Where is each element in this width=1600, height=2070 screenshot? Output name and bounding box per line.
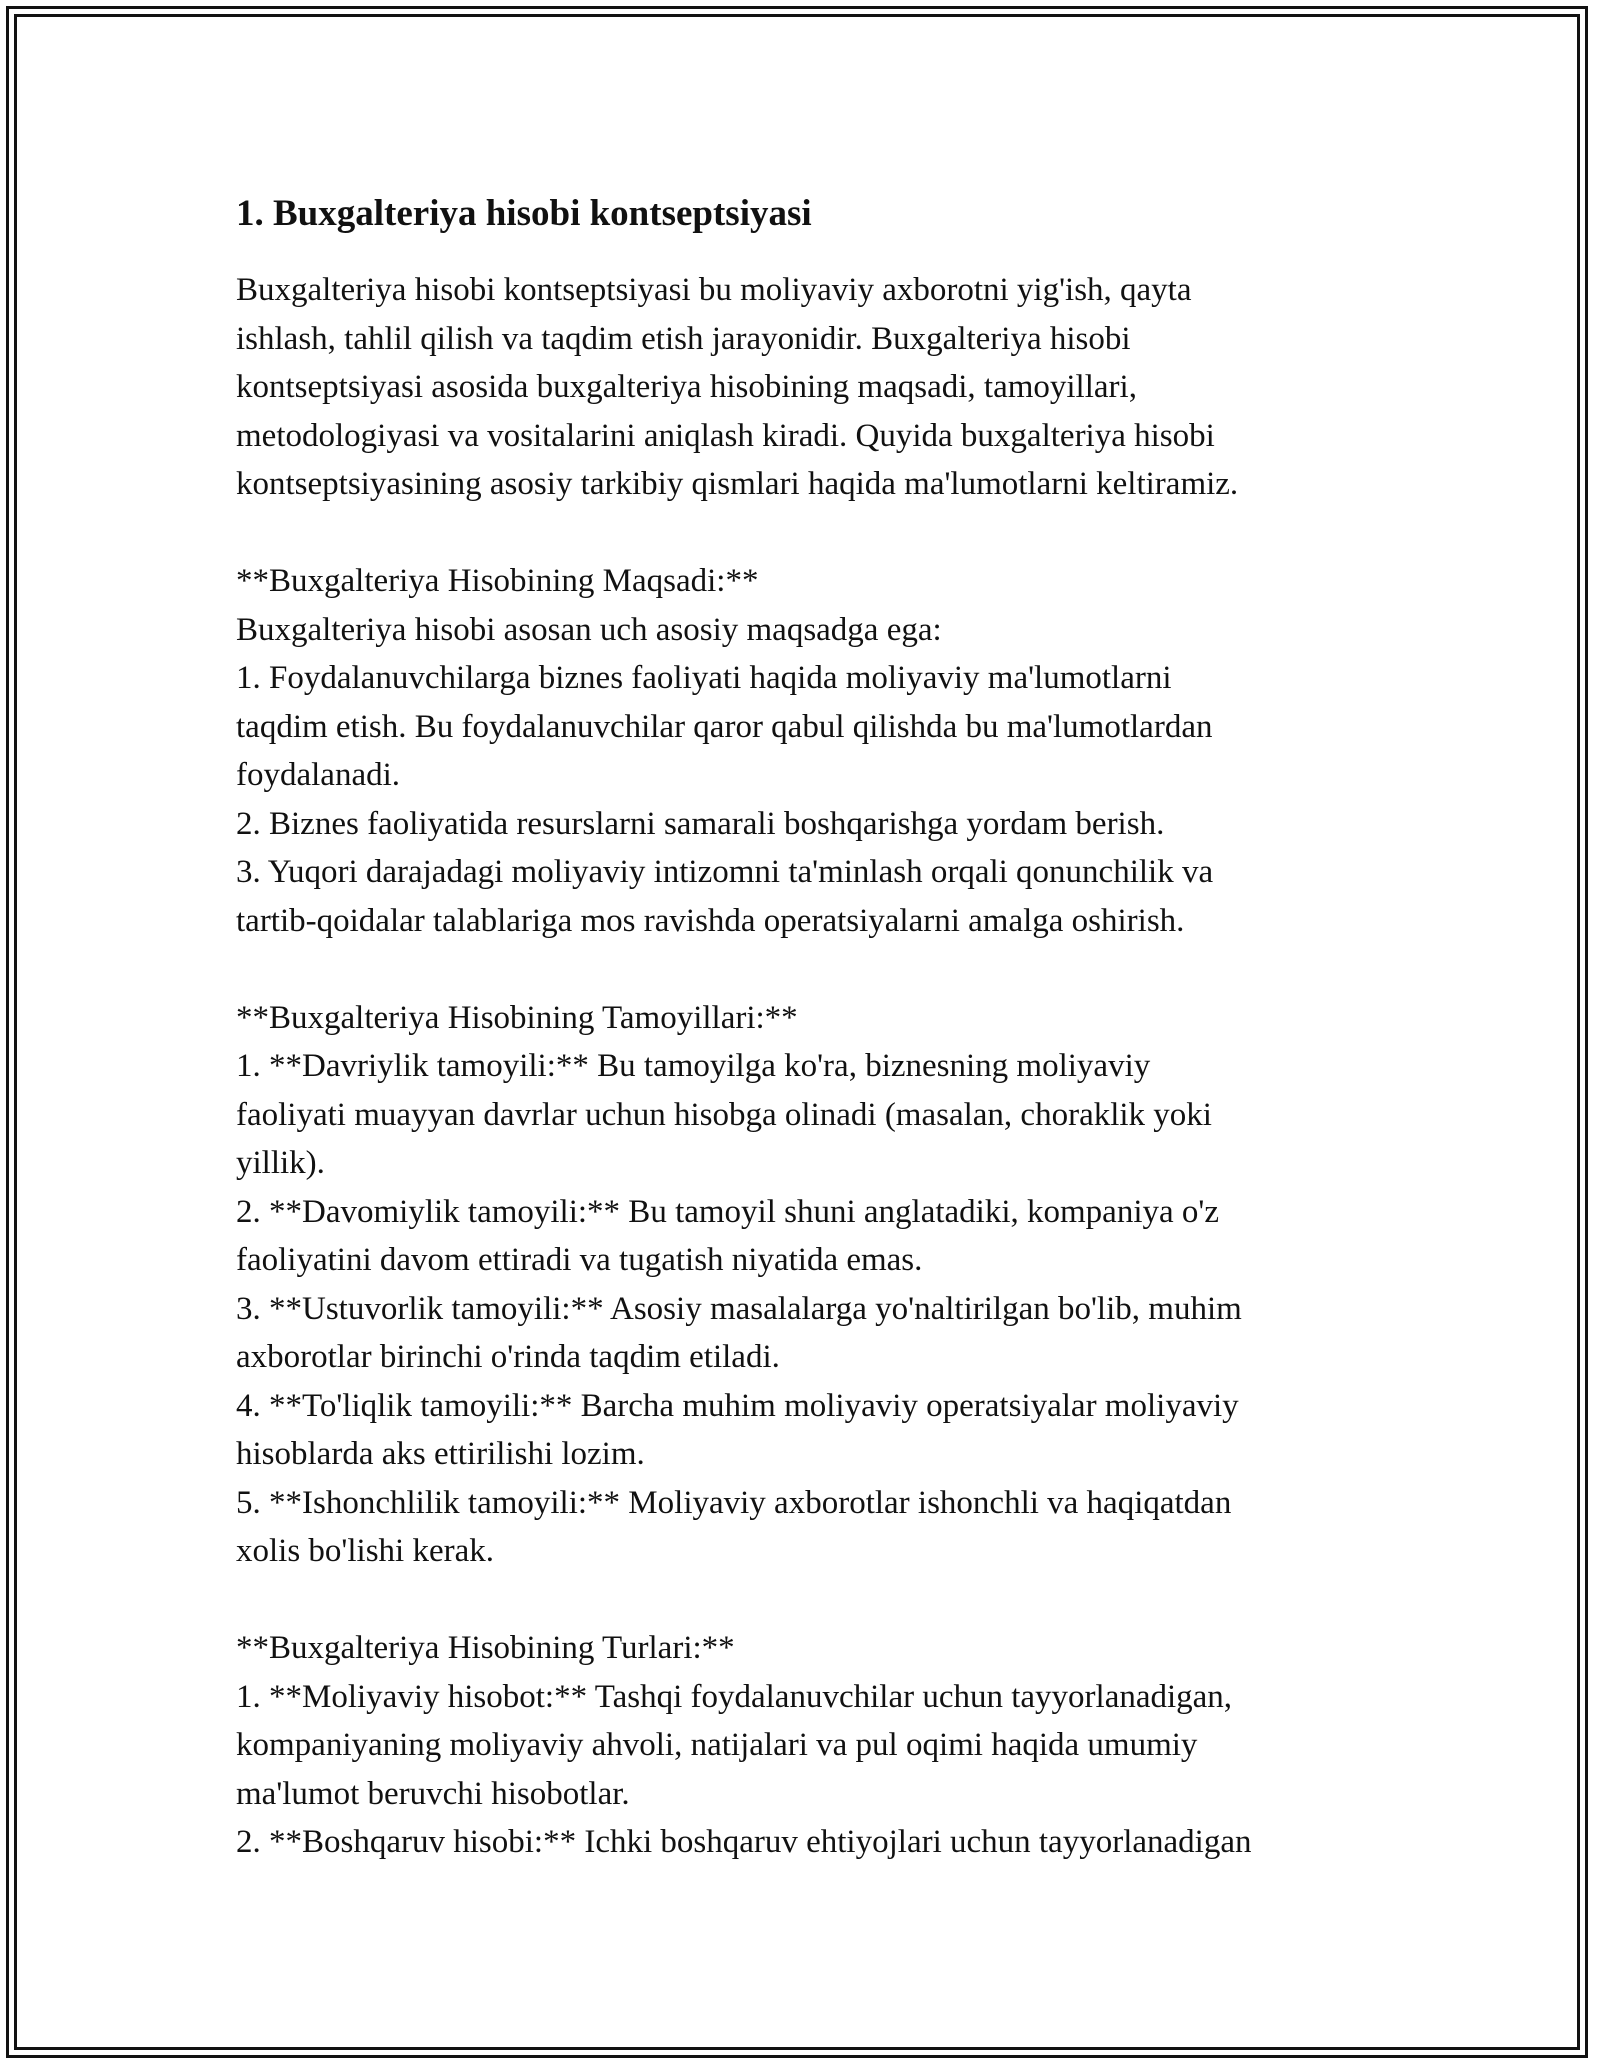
text-line: yillik). <box>236 1145 325 1181</box>
text-line: Buxgalteriya hisobi asosan uch asosiy maqsadga ega: <box>236 611 942 648</box>
text-line: kontseptsiyasining asosiy tarkibiy qismlari haqida ma'lumotlarni keltiramiz. <box>236 466 1239 502</box>
blank-line <box>236 509 1426 558</box>
text-line: ma'lumot beruvchi hisobotlar. <box>236 1775 630 1812</box>
blank-line <box>236 945 1426 994</box>
text-line: 2. **Boshqaruv hisobi:** Ichki boshqaruv ehtiyojlari uchun tayyorlanadigan <box>236 1824 1252 1860</box>
text-line: taqdim etish. Bu foydalanuvchilar qaror qabul qilishda bu ma'lumotlardan <box>236 708 1213 745</box>
text-line: ishlash, tahlil qilish va taqdim etish jarayonidir. Buxgalteriya hisobi <box>236 320 1131 357</box>
text-line: Buxgalteriya hisobi kontseptsiyasi bu moliyaviy axborotni yig'ish, qayta <box>236 272 1192 308</box>
text-line: faoliyatini davom ettiradi va tugatish niyatida emas. <box>236 1242 923 1278</box>
text-line: 3. **Ustuvorlik tamoyili:** Asosiy masalalarga yo'naltirilgan bo'lib, muhim <box>236 1290 1242 1327</box>
text-line: kontseptsiyasi asosida buxgalteriya hisobining maqsadi, tamoyillari, <box>236 369 1137 405</box>
text-line: 1. **Moliyaviy hisobot:** Tashqi foydalanuvchilar uchun tayyorlanadigan, <box>236 1678 1233 1715</box>
document-heading: 1. Buxgalteriya hisobi kontseptsiyasi <box>236 193 812 234</box>
blank-line <box>236 1576 1426 1625</box>
text-line: axborotlar birinchi o'rinda taqdim etiladi. <box>236 1339 780 1375</box>
text-line: faoliyati muayyan davrlar uchun hisobga olinadi (masalan, choraklik yoki <box>236 1096 1212 1133</box>
document-text <box>236 266 1426 1867</box>
text-line: 1. Foydalanuvchilarga biznes faoliyati haqida moliyaviy ma'lumotlarni <box>236 660 1172 696</box>
text-line: 2. Biznes faoliyatida resurslarni samarali boshqarishga yordam berish. <box>236 805 1165 842</box>
section-title-turlar: **Buxgalteriya Hisobining Turlari:** <box>236 1630 735 1666</box>
text-line: 1. **Davriylik tamoyili:** Bu tamoyilga ko'ra, biznesning moliyaviy <box>236 1048 1151 1084</box>
section-title-maqsad: **Buxgalteriya Hisobining Maqsadi:** <box>236 563 759 599</box>
text-line: xolis bo'lishi kerak. <box>236 1533 495 1569</box>
text-line: 5. **Ishonchlilik tamoyili:** Moliyaviy axborotlar ishonchli va haqiqatdan <box>236 1484 1232 1521</box>
text-line: hisoblarda aks ettirilishi lozim. <box>236 1436 645 1472</box>
text-line: 4. **To'liqlik tamoyili:** Barcha muhim moliyaviy operatsiyalar moliyaviy <box>236 1387 1239 1424</box>
text-line: foydalanadi. <box>236 757 401 793</box>
text-line: kompaniyaning moliyaviy ahvoli, natijalari va pul oqimi haqida umumiy <box>236 1727 1198 1763</box>
text-line: 3. Yuqori darajadagi moliyaviy intizomni ta'minlash orqali qonunchilik va <box>236 854 1214 890</box>
text-line: metodologiyasi va vositalarini aniqlash kiradi. Quyida buxgalteriya hisobi <box>236 417 1215 454</box>
document-body <box>236 180 1426 1867</box>
text-line: 2. **Davomiylik tamoyili:** Bu tamoyil shuni anglatadiki, kompaniya o'z <box>236 1193 1219 1230</box>
section-title-tamoyillar: **Buxgalteriya Hisobining Tamoyillari:** <box>236 999 798 1036</box>
text-line: tartib-qoidalar talablariga mos ravishda operatsiyalarni amalga oshirish. <box>236 902 1185 939</box>
